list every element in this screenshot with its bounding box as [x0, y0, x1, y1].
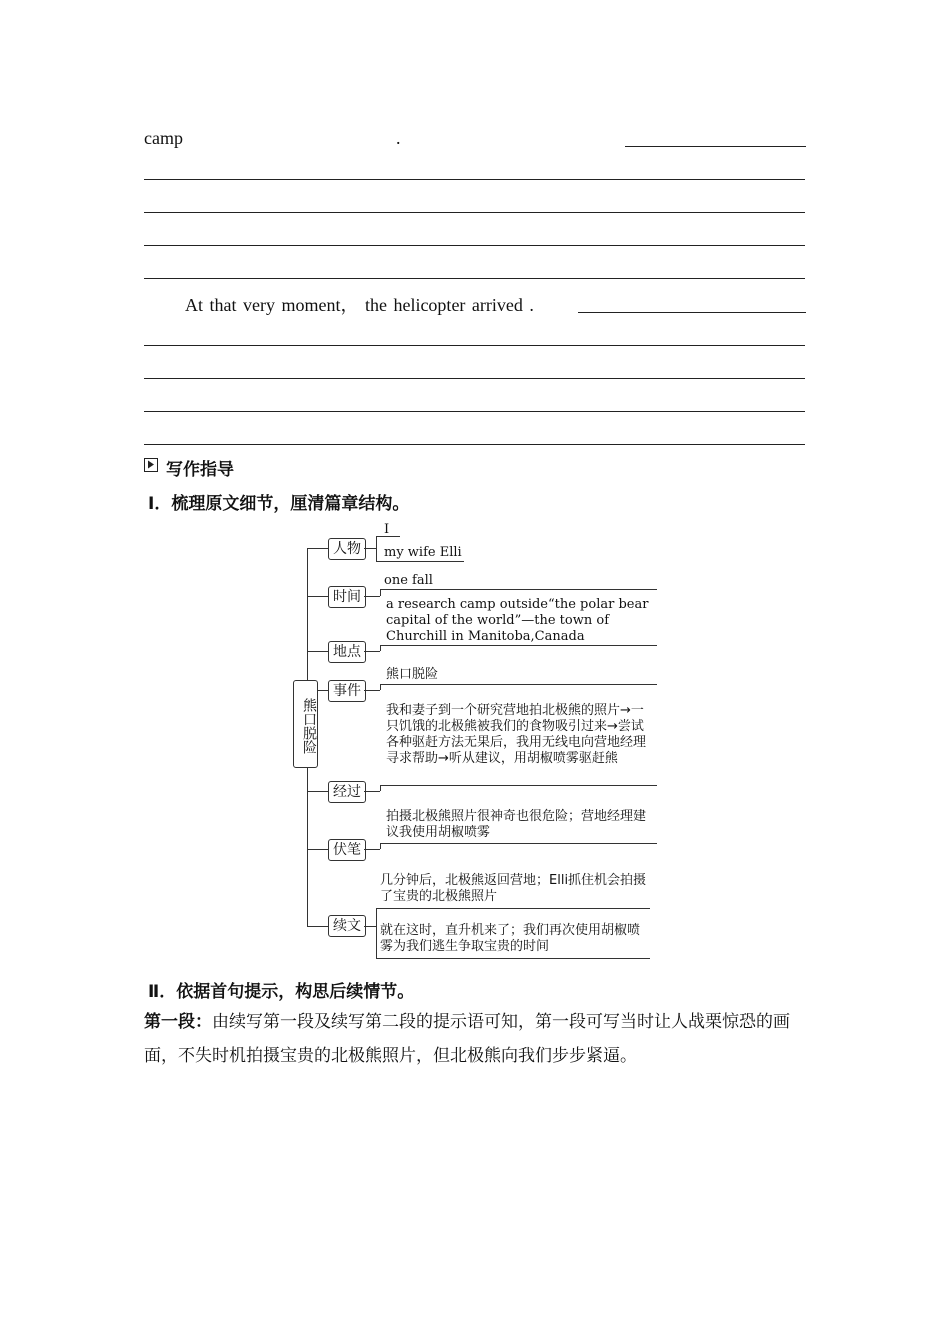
diagram-person-2: my wife Elli: [384, 545, 462, 560]
section-title: 写作指导: [166, 460, 234, 480]
writing-line[interactable]: [625, 146, 806, 147]
diagram-node-foreshadow: 伏笔: [328, 839, 366, 861]
diagram-node-event: 事件: [328, 680, 366, 702]
part2-title: Ⅱ．依据首句提示，构思后续情节。: [148, 982, 415, 1002]
continuation-line1-dot: .: [396, 128, 401, 148]
writing-line[interactable]: [144, 278, 805, 279]
diagram-node-people: 人物: [328, 538, 366, 560]
writing-line[interactable]: [144, 212, 805, 213]
diagram-node-continuation: 续文: [328, 915, 366, 937]
writing-line[interactable]: [144, 179, 805, 180]
writing-line[interactable]: [144, 345, 805, 346]
play-triangle-icon: [144, 458, 158, 472]
writing-line[interactable]: [578, 312, 806, 313]
writing-line[interactable]: [144, 444, 805, 445]
diagram-place: a research camp outside“the polar bear capital of the world”—the town of Churchill in Manitoba,Canada: [386, 597, 649, 644]
diagram-root: [293, 680, 318, 768]
paragraph1-text: 由续写第一段及续写第二段的提示语可知，第一段可写当时让人战栗惊恐的画面，不失时机拍摄宝贵的北极熊照片，但北极熊向我们步步紧逼。: [144, 1012, 790, 1066]
diagram-event: 熊口脱险: [386, 667, 439, 682]
part1-title: Ⅰ．梳理原文细节，厘清篇章结构。: [148, 494, 410, 514]
paragraph2-prompt: At that very moment， the helicopter arrived .: [185, 295, 534, 315]
diagram-time: one fall: [384, 573, 433, 588]
diagram-node-place: 地点: [328, 641, 366, 663]
writing-line[interactable]: [144, 245, 805, 246]
diagram-continuation-2: 就在这时，直升机来了；我们再次使用胡椒喷雾为我们逃生争取宝贵的时间: [380, 923, 641, 954]
paragraph1-label: 第一段：: [144, 1012, 212, 1032]
continuation-line1-word: camp: [144, 128, 183, 148]
writing-line[interactable]: [144, 378, 805, 379]
diagram-node-process: 经过: [328, 781, 366, 803]
diagram-root-label: 熊口脱险: [301, 698, 317, 754]
diagram-person-1: I: [384, 522, 390, 537]
diagram-foreshadow: 拍摄北极熊照片很神奇也很危险；营地经理建议我使用胡椒喷雾: [386, 809, 647, 840]
writing-line[interactable]: [144, 411, 805, 412]
diagram-process: 我和妻子到一个研究营地拍北极熊的照片→一只饥饿的北极熊被我们的食物吸引过来→尝试各种驱赶方法无果后，我用无线电向营地经理寻求帮助→听从建议，用胡椒喷雾驱赶熊: [386, 703, 647, 766]
paragraph1-guidance: [144, 1005, 808, 1073]
diagram-continuation-1: 几分钟后，北极熊返回营地；Elli抓住机会拍摄了宝贵的北极熊照片: [380, 873, 647, 904]
diagram-node-time: 时间: [328, 586, 366, 608]
